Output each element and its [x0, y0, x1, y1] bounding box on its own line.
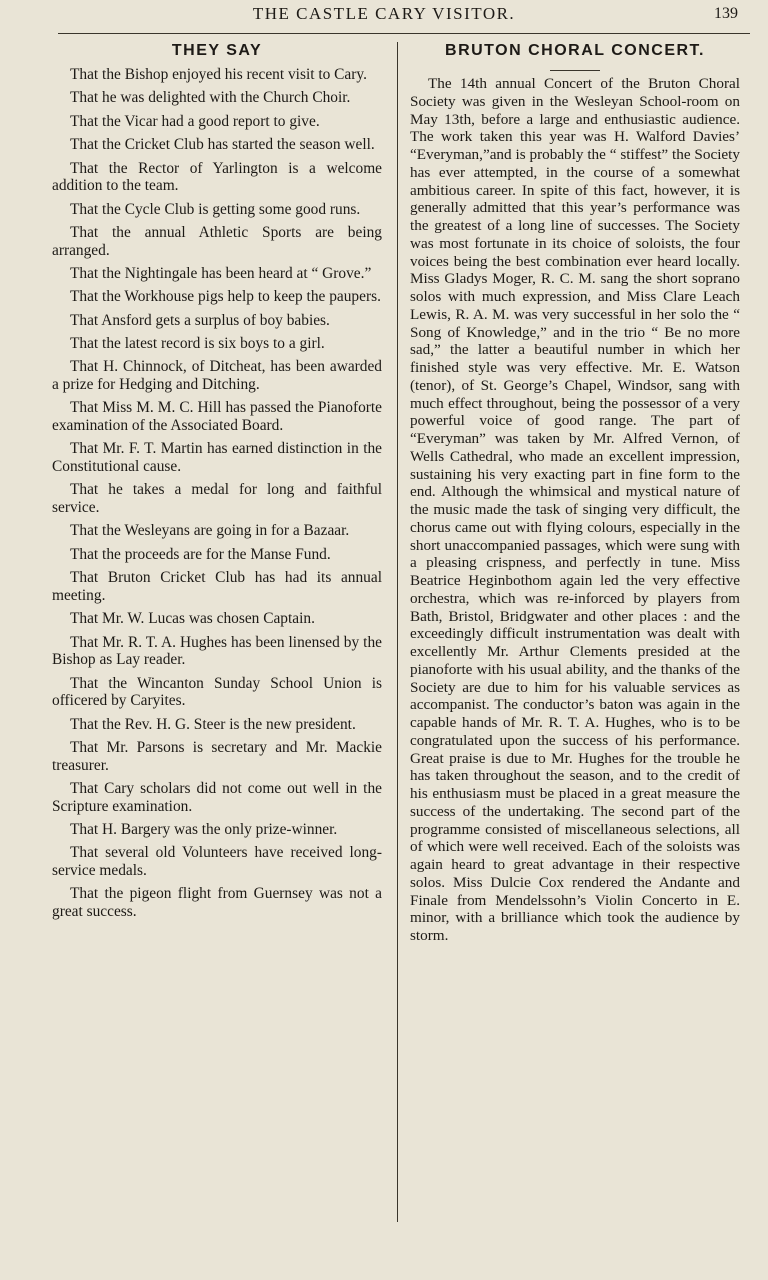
they-say-item: That H. Chinnock, of Ditcheat, has been awarded a prize for Hedging and Ditching. [52, 358, 382, 394]
page-number: 139 [714, 5, 738, 22]
they-say-item: That the Cricket Club has started the season well. [70, 136, 375, 154]
they-say-item: That several old Volunteers have received long-service medals. [52, 844, 382, 879]
they-say-item: That Mr. W. Lucas was chosen Captain. [70, 610, 315, 628]
concert-heading: BRUTON CHORAL CONCERT. [445, 42, 705, 59]
they-say-item: That the proceeds are for the Manse Fund. [70, 545, 331, 563]
column-divider [397, 42, 398, 1222]
they-say-item: That Mr. F. T. Martin has earned distinction in the Constitutional cause. [52, 440, 382, 476]
they-say-item: That the Workhouse pigs help to keep the paupers. [70, 288, 381, 306]
they-say-column [52, 42, 382, 926]
they-say-item: That the Wincanton Sunday School Union is officered by Caryites. [52, 674, 382, 710]
they-say-heading: THEY SAY [171, 42, 263, 59]
they-say-item: That the Rector of Yarlington is a welcome addition to the team. [52, 159, 382, 195]
they-say-item: That Mr. Parsons is secretary and Mr. Mackie treasurer. [52, 738, 382, 774]
they-say-item: That Miss M. M. C. Hill has passed the Pianoforte examination of the Associated Board. [52, 399, 382, 435]
they-say-item: That the latest record is six boys to a girl. [70, 335, 325, 353]
they-say-item: That the Vicar had a good report to give. [70, 112, 320, 130]
they-say-item: That Ansford gets a surplus of boy babies. [70, 311, 330, 329]
publication-title: THE CASTLE CARY VISITOR. [252, 4, 516, 23]
they-say-item: That the Wesleyans are going in for a Bazaar. [70, 522, 350, 540]
they-say-item: That H. Bargery was the only prize-winner. [70, 820, 338, 838]
they-say-item: That he takes a medal for long and faithful service. [52, 481, 382, 517]
page-header [0, 4, 768, 30]
they-say-item: That Mr. R. T. A. Hughes has been linensed by the Bishop as Lay reader. [52, 633, 382, 669]
they-say-item: That Bruton Cricket Club has had its annual meeting. [52, 569, 382, 604]
heading-rule [550, 70, 600, 71]
they-say-item: That Cary scholars did not come out well in the Scripture examination. [52, 779, 382, 815]
they-say-list [52, 66, 382, 920]
they-say-item: That he was delighted with the Church Choir. [70, 89, 351, 107]
they-say-item: That the Cycle Club is getting some good runs. [70, 200, 361, 218]
they-say-item: That the pigeon flight from Guernsey was not a great success. [52, 885, 382, 920]
they-say-item: That the Bishop enjoyed his recent visit to Cary. [70, 66, 367, 83]
they-say-item: That the Nightingale has been heard at “ Grove.” [70, 264, 372, 282]
they-say-item: That the Rev. H. G. Steer is the new president. [70, 715, 356, 733]
header-rule [58, 33, 750, 34]
choral-concert-column [410, 42, 740, 945]
concert-article-body: The 14th annual Concert of the Bruton Choral Society was given in the Wesleyan School-room on May 13th, before a large and enthusiastic audience. The work taken this year was H. Walford Davies’ “Everyman,”and is probably the “ stiffest” the Society has ever attempted, in the course of a somewhat ambitious career. In spite of this fact, however, it is generally admitted that this year’s performance was the greatest of a long line of successes. The Society was most fortunate in its choice of soloists, the four voices being the best combination ever heard locally. Miss Gladys Moger, R. C. M. sang the short soprano solos with much expression, and Miss Clare Leach Lewis, R. A. M. was very successful in her solo the “ Song of Knowledge,” and in the trio “ Be no more sad,” the latter a beautiful number in which her finished style was very effective. Mr. E. Watson (tenor), of St. George’s Chapel, Windsor, sang with much effect throughout, being the possessor of a very powerful voice of good range. The part of “Everyman” was taken by Mr. Alfred Vernon, of Wells Cathedral, who made an excellent impression, sustaining his very exacting part in fine form to the end. Although the whimsical and mystical nature of the music made the task of singing very difficult, the chorus came out with flying colours, especially in the short unaccompanied passages, which were sung with a pleasing crispness, and perfectly in tune. Miss Beatrice Heginbothom again led the very effective orchestra, which was re-inforced by players from Bath, Bristol, Bridgwater and other places : and the exceedingly difficult instrumentation was dealt with excellently Mr. Arthur Clements presided at the pianoforte with his usual ability, and the thanks of the Society are due to him for his valuable services as accompanist. The conductor’s baton was again in the capable hands of Mr. R. T. A. Hughes, who is to be congratulated upon the success of his performance. Great praise is due to Mr. Hughes for the trouble he has taken throughout the season, and to the credit of his enthusiasm must be placed in a great measure the success of the undertaking. The second part of the programme consisted of miscellaneous selections, all of which were well received. Each of the soloists was again heard to great advantage in their respective solos. Miss Dulcie Cox rendered the Andante and Finale from Mendelssohn’s Violin Concerto in E. minor, with a brilliance which took the audience by storm. [410, 75, 740, 944]
they-say-item: That the annual Athletic Sports are being arranged. [52, 223, 382, 259]
